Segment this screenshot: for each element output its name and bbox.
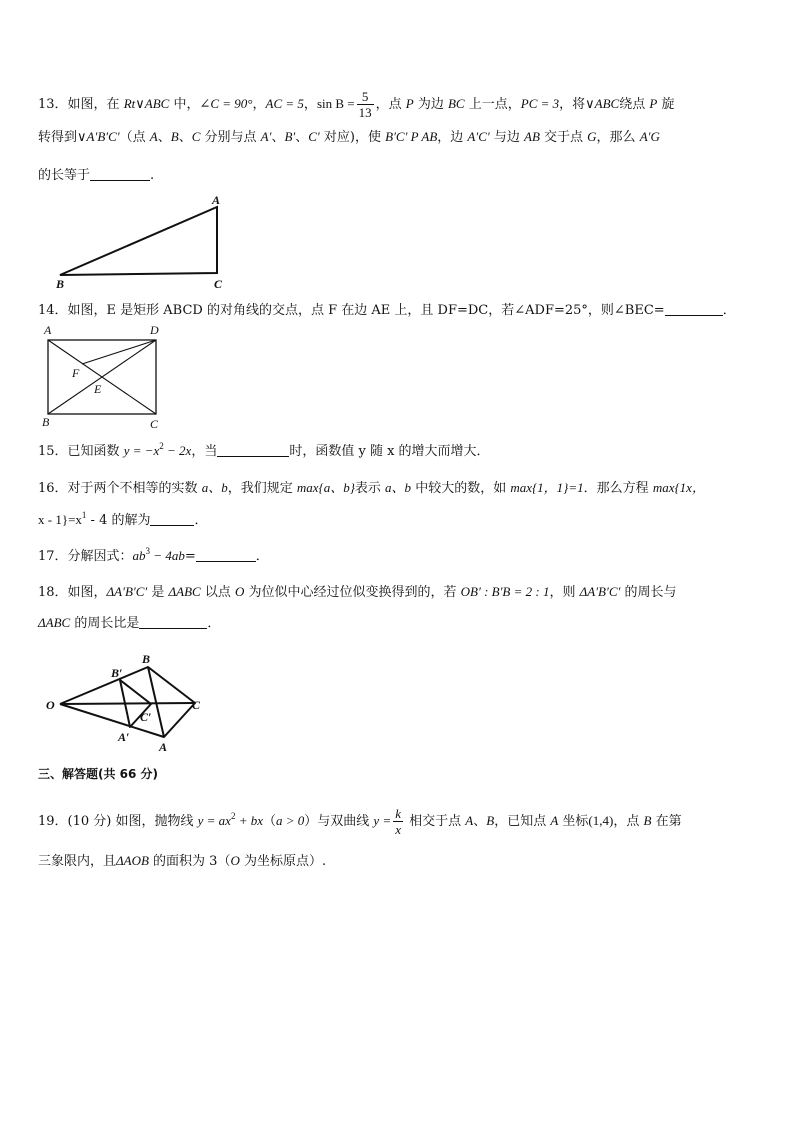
q16-math: x - 1}=x [38,512,82,527]
q13-text: 13．如图，在 [38,97,124,112]
q16-text: ．那么方程 [583,481,653,496]
q19-text: ，点 [613,814,644,829]
q16-math: max{1x， [652,480,705,495]
q19-text: 三象限内，且 [38,854,117,869]
q18-text: 为位似中心经过位似变换得到的，若 [244,585,461,600]
q19-math: y = ax [197,813,231,828]
answer-blank[interactable] [90,166,150,181]
q19-text: 、 [473,814,487,829]
q13-text: 绕点 [619,97,650,112]
q15-line [38,442,490,461]
q17-math: ab [132,548,146,563]
q16-math: a、b [201,480,228,495]
q13-math: C [191,129,201,144]
q13-text: ， [252,97,266,112]
vertex-label-c: C [150,417,159,431]
q18-text: 以点 [200,585,235,600]
q13-text: ，点 [375,97,406,112]
q19-text: 的面积为 3（ [148,854,231,869]
q15-text: ，当 [191,444,218,459]
q15-text: 15．已知函数 [38,444,124,459]
triangle-abc [148,667,195,737]
vertex-label-b: B [142,652,151,666]
q13-math: P [649,96,658,111]
vertex-label-b: B [42,415,50,429]
q16-line-2 [38,511,207,530]
q13-math: B [170,129,179,144]
q13-math: A′C′ [467,129,490,144]
answer-blank[interactable] [217,442,289,457]
q19-text: ）与双曲线 [304,814,374,829]
vertex-label-a: A [44,323,52,337]
q19-math: y = [373,813,392,828]
q18-math: ΔA′B′C′ [579,584,621,599]
q15-text: 时，函数值 y 随 x 的增大而增大． [289,444,490,459]
q16-text: ． [194,513,208,528]
q13-text: 为边 [413,97,448,112]
q17-text: = [184,549,196,564]
point-label-e: E [94,382,102,396]
q17-text: ． [255,549,269,564]
fraction-denominator: x [395,822,401,837]
q13-math: ∨ABC [135,96,170,111]
segment-df [82,340,156,364]
q13-text: ，那么 [596,130,640,145]
q13-fraction [357,89,374,120]
q19-fraction [393,806,403,837]
vertex-label-a: A [159,740,168,754]
q13-text: 上一点， [464,97,521,112]
q19-math: + bx [235,813,263,828]
q13-text: 交于点 [539,130,588,145]
q13-text: 分别与点 [200,130,261,145]
q13-text: 转得到 [38,130,78,145]
q13-math: AC = 5 [265,96,304,111]
q16-math: max{a、b} [296,480,355,495]
q16-math: a、b [385,480,412,495]
q18-homothety-figure [42,650,212,760]
q13-text: 、 [178,130,192,145]
vertex-label-b: B [56,277,65,291]
q16-math: max{1，1}=1 [510,480,584,495]
q13-math: sin B = [316,96,355,111]
vertex-label-c: C [214,277,223,291]
q13-math: C′ [308,129,320,144]
q15-math: − 2x [163,443,192,458]
q13-math: A′G [639,129,660,144]
q13-math: ∨ABC [585,96,620,111]
q16-text: 16．对于两个不相等的实数 [38,481,202,496]
q16-exponent: 1 [81,510,87,520]
q13-text: 旋 [657,97,675,112]
q14-rectangle-figure [38,322,168,432]
q13-math: A′ [260,129,272,144]
q19-math: a > 0 [276,813,305,828]
q13-text: 、 [271,130,285,145]
q19-text: （ [262,814,276,829]
q13-text: 与边 [489,130,524,145]
vertex-label-b-prime: B′ [111,666,123,680]
q13-line-3 [38,166,154,185]
q19-math: B [643,813,652,828]
vertex-label-d: D [150,323,159,337]
q13-text: 中， [169,97,200,112]
vertex-label-a-prime: A′ [118,730,130,744]
q15-exponent: 2 [159,441,164,451]
q16-line-1 [38,479,705,498]
q13-math: PC = 3 [520,96,560,111]
q18-text: ，则 [549,585,580,600]
q13-line-1 [38,89,674,120]
q18-text: 是 [147,585,169,600]
q18-text: ． [207,616,221,631]
triangle-abc [60,207,217,275]
q13-math: A [149,129,158,144]
q13-math: ∨A′B′C′ [77,129,120,144]
q19-line-2 [38,852,326,871]
q18-text: 的周长与 [620,585,677,600]
q14-text: 14．如图，E 是矩形 ABCD 的对角线的交点，点 F 在边 AE 上，且 DF=DC，若∠ADF=25°，则∠BEC= [38,303,665,318]
answer-blank[interactable] [665,301,723,316]
vertex-label-a: A [212,193,221,207]
q19-math: A [465,813,474,828]
q17-text: 17．分解因式： [38,549,133,564]
q19-math: (1,4) [588,813,614,828]
q19-math: ΔAOB [116,853,149,868]
fraction-numerator: k [395,806,401,821]
q19-text: 19．(10 分) 如图，抛物线 [38,814,198,829]
q19-text: 坐标 [558,814,589,829]
q19-text: ，已知点 [494,814,551,829]
q13-triangle-figure [50,195,230,290]
q13-text: 的长等于 [38,168,91,183]
q13-line-2 [38,128,660,147]
q13-math: Rt [123,96,136,111]
q18-math: ΔA′B′C′ [106,584,148,599]
q13-math: G [587,129,597,144]
q13-math: ∠C = 90° [199,96,253,111]
q17-line [38,547,269,566]
q19-text: 相交于点 [405,814,466,829]
q13-text: ，将 [559,97,586,112]
q13-text: 对应)，使 [319,130,386,145]
q17-math: − 4ab [150,548,185,563]
q14-text: ． [722,303,736,318]
answer-blank[interactable] [150,511,194,526]
q18-math: ΔABC [168,584,201,599]
q15-math: y = −x [123,443,160,458]
q17-exponent: 3 [145,546,151,556]
q19-math: O [230,853,240,868]
q19-text: 为坐标原点）. [239,854,327,869]
q14-line-1 [38,301,736,320]
q13-text: ， [303,97,317,112]
q13-math: AB [524,129,540,144]
fraction-numerator: 5 [357,89,374,105]
q19-math: B [486,813,495,828]
q19-line-1 [38,806,682,837]
q13-math: B′ [284,129,296,144]
point-label-f: F [72,366,80,380]
q13-math: B′C′ P AB [385,129,438,144]
q13-text: 、 [295,130,309,145]
q19-text: 在第 [651,814,682,829]
q13-text: ，边 [437,130,468,145]
q16-text: - 4 的解为 [86,513,151,528]
q18-text: 的周长比是 [70,616,140,631]
q16-text: 中较大的数，如 [411,481,511,496]
q18-line-2 [38,614,220,633]
q18-math: O [234,584,245,599]
ray-oc [60,703,195,704]
q19-math: A [550,813,559,828]
answer-blank[interactable] [196,547,256,562]
q13-math: P [405,96,414,111]
q16-text: 表示 [354,481,386,496]
q18-text: 18．如图， [38,585,107,600]
q19-exponent: 2 [230,811,236,821]
q13-math: BC [447,96,465,111]
ray-ob [60,667,148,704]
point-label-o: O [46,698,55,712]
q16-text: ，我们规定 [227,481,297,496]
vertex-label-c: C [192,698,201,712]
q18-math: ΔABC [38,615,71,630]
q18-line-1 [38,583,676,602]
fraction-denominator: 13 [358,105,372,120]
vertex-label-c-prime: C′ [140,710,152,724]
q13-text: 、 [157,130,171,145]
section-heading: 三、解答题(共 66 分) [38,767,159,781]
answer-blank[interactable] [139,614,207,629]
q13-text: （点 [119,130,150,145]
q18-math: OB′ : B′B = 2 : 1 [460,584,550,599]
q13-text: . [150,168,155,183]
